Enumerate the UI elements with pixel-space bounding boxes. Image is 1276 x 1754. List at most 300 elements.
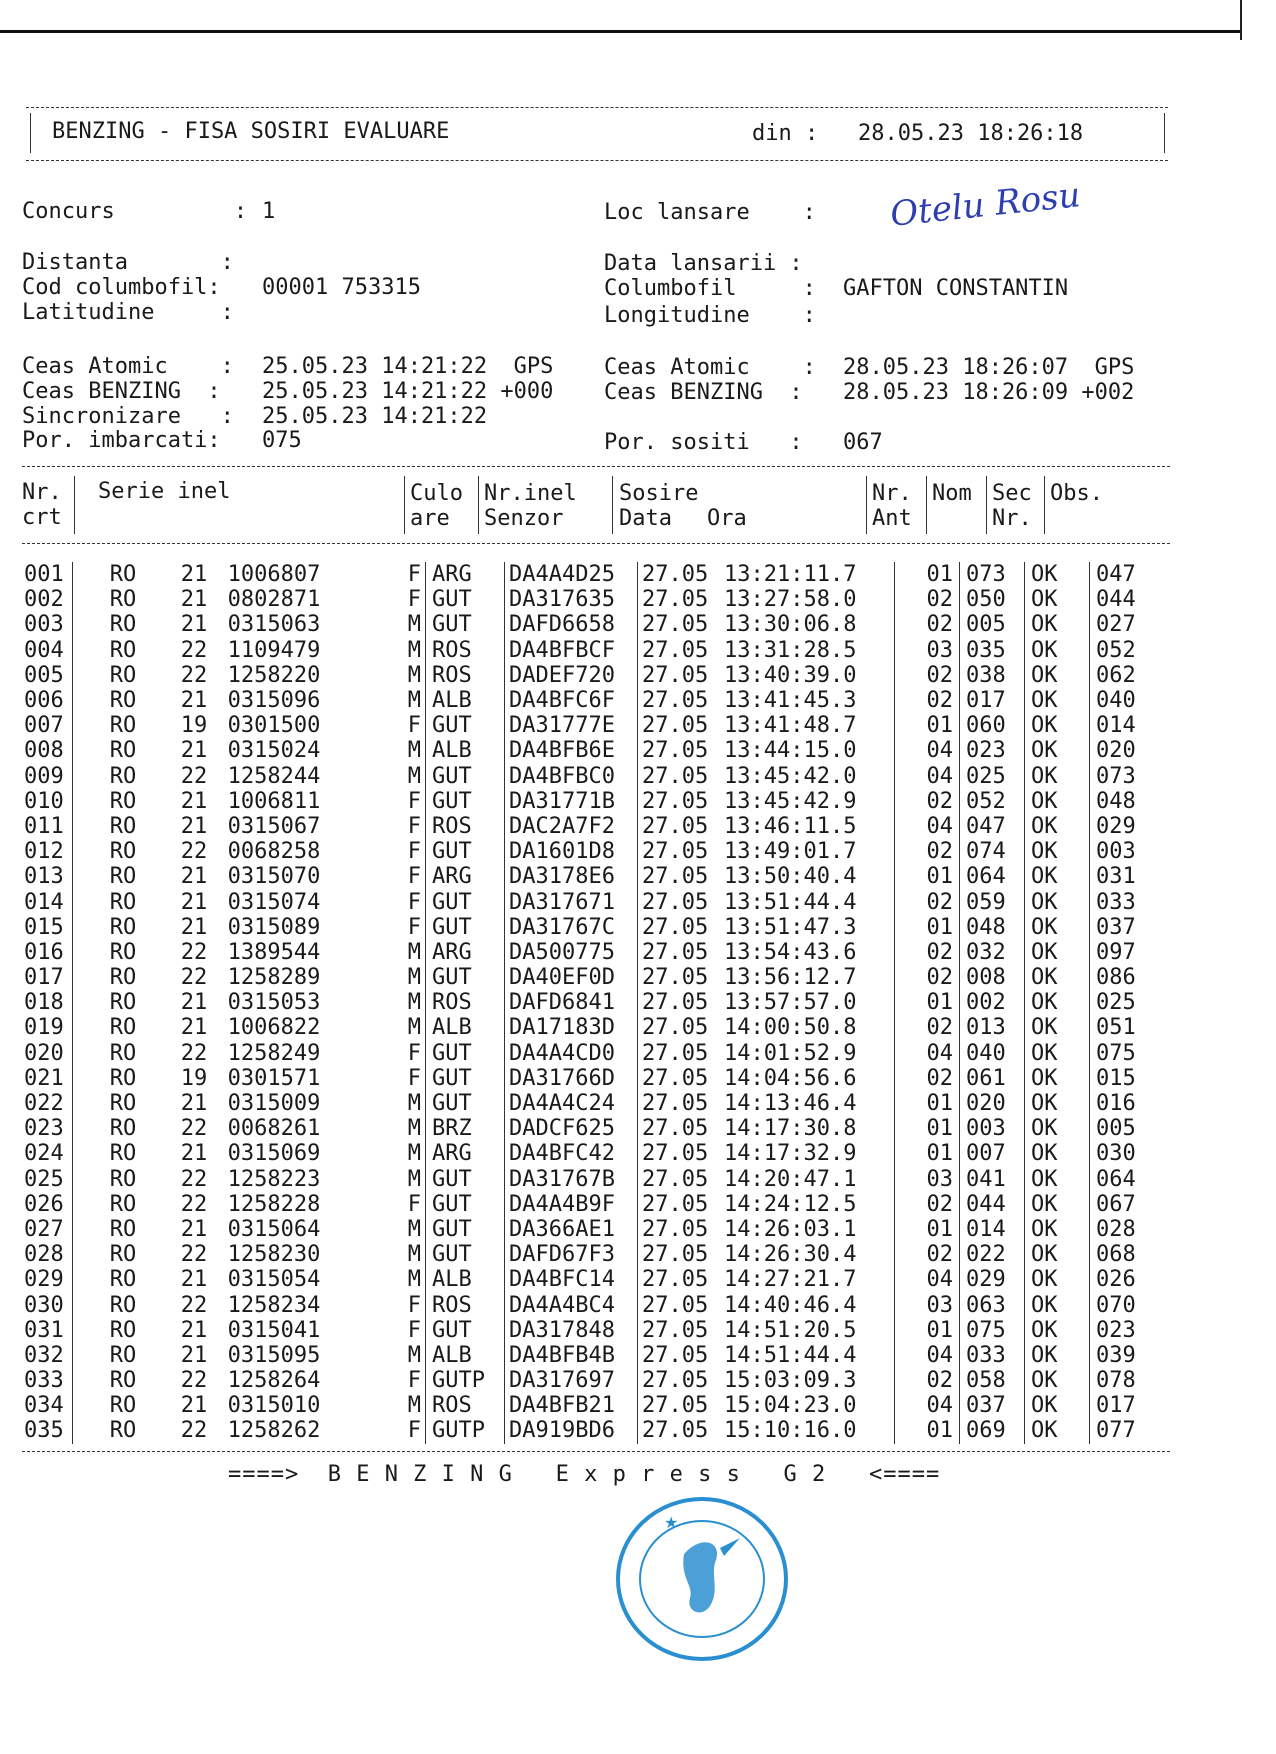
serie-number-cell: 1258249 (227, 1040, 321, 1066)
sex-cell: F (407, 1317, 421, 1343)
serie-country-cell: RO (73, 688, 174, 713)
serie-country-cell: RO (73, 1041, 174, 1066)
sec-status-cell: OK (1025, 1242, 1090, 1267)
serie-number-cell: 0315070 (227, 864, 321, 890)
sensor-ring-cell: DA4A4BC4 (505, 1292, 638, 1317)
sensor-ring-cell: DA4A4D25 (505, 562, 638, 587)
nominal-cell: 033 (960, 1343, 1025, 1368)
serie-year-cell: 21 (180, 562, 208, 588)
concurs-value: 1 (262, 199, 276, 224)
arrival-time-cell: 14:26:03.1 (724, 1216, 857, 1242)
sensor-ring-cell: DA31767C (505, 915, 638, 940)
loc-lansare-handwritten: Otelu Rosu (888, 175, 1083, 235)
serie-year-cell: 22 (180, 1242, 208, 1268)
sex-cell: M (407, 1267, 421, 1293)
serie-number-cell: 0068258 (227, 839, 321, 865)
color-cell: BRZ (426, 1116, 505, 1141)
sec-status-cell: OK (1025, 1167, 1090, 1192)
serie-year-cell: 22 (180, 1116, 208, 1142)
color-cell: ALB (426, 1343, 505, 1368)
sec-status-cell: OK (1025, 688, 1090, 713)
sec-status-cell: OK (1025, 1292, 1090, 1317)
color-cell: ARG (426, 940, 505, 965)
sex-cell: F (407, 914, 421, 940)
serie-country-cell: RO (73, 1292, 174, 1317)
arrival-date-cell: 27.05 (638, 1393, 725, 1418)
col-culo-header: Culo (410, 481, 463, 506)
nominal-cell: 048 (960, 915, 1025, 940)
serie-number-cell: 1258244 (227, 763, 321, 789)
svg-text:★: ★ (664, 1513, 679, 1532)
arrival-time-cell: 13:41:48.7 (724, 713, 857, 739)
sex-cell: M (407, 1242, 421, 1268)
serie-number-cell: 0315063 (227, 612, 321, 638)
sex-cell: M (407, 1216, 421, 1242)
obs-cell: 039 (1090, 1343, 1177, 1368)
antenna-cell: 03 (895, 1167, 960, 1192)
serie-number-cell: 0315054 (227, 1267, 321, 1293)
antenna-cell: 01 (895, 915, 960, 940)
nominal-cell: 025 (960, 764, 1025, 789)
header-box-left (30, 113, 31, 153)
arrival-date-cell: 27.05 (638, 1066, 725, 1091)
serie-country-cell: RO (73, 587, 174, 612)
obs-cell: 025 (1090, 990, 1177, 1015)
table-row (20, 1041, 1176, 1066)
serie-number-cell: 0315067 (227, 813, 321, 839)
serie-year-cell: 22 (180, 1292, 208, 1318)
arrival-time-cell: 13:31:28.5 (724, 637, 857, 663)
obs-cell: 026 (1090, 1267, 1177, 1292)
serie-country-cell: RO (73, 789, 174, 814)
antenna-cell: 04 (895, 1343, 960, 1368)
sec-status-cell: OK (1025, 764, 1090, 789)
antenna-cell: 01 (895, 864, 960, 889)
arrival-time-cell: 14:26:30.4 (724, 1242, 857, 1268)
col-sec-nr-header: Nr. (992, 506, 1032, 531)
serie-number-cell: 1258264 (227, 1368, 321, 1394)
arrival-date-cell: 27.05 (638, 1015, 725, 1040)
nominal-cell: 008 (960, 965, 1025, 990)
cod-columbofil-value: 00001 753315 (262, 275, 421, 300)
sec-status-cell: OK (1025, 1418, 1090, 1443)
obs-cell: 048 (1090, 789, 1177, 814)
sex-cell: M (407, 637, 421, 663)
sensor-ring-cell: DAFD6658 (505, 612, 638, 637)
club-seal-icon (612, 1494, 792, 1664)
nominal-cell: 044 (960, 1192, 1025, 1217)
serie-country-cell: RO (73, 1066, 174, 1091)
date-label: din : (752, 121, 819, 146)
table-row (20, 814, 1176, 839)
obs-cell: 031 (1090, 864, 1177, 889)
table-row (20, 562, 1176, 587)
serie-number-cell: 1258228 (227, 1191, 321, 1217)
serie-country-cell: RO (73, 738, 174, 763)
ceas-atomic-right-label: Ceas Atomic : (604, 355, 816, 380)
serie-year-cell: 21 (180, 1393, 208, 1419)
antenna-cell: 01 (895, 713, 960, 738)
obs-cell: 030 (1090, 1141, 1177, 1166)
nr-crt-cell: 014 (24, 889, 64, 915)
nr-crt-cell: 034 (24, 1393, 64, 1419)
col-sep (74, 476, 75, 534)
nr-crt-cell: 029 (24, 1267, 64, 1293)
obs-cell: 015 (1090, 1066, 1177, 1091)
sex-cell: F (407, 562, 421, 588)
nominal-cell: 035 (960, 638, 1025, 663)
arrival-date-cell: 27.05 (638, 1167, 725, 1192)
arrival-time-cell: 14:01:52.9 (724, 1040, 857, 1066)
table-row (20, 1116, 1176, 1141)
serie-country-cell: RO (73, 1242, 174, 1267)
nr-crt-cell: 028 (24, 1242, 64, 1268)
serie-year-cell: 22 (180, 1418, 208, 1444)
serie-number-cell: 0301500 (227, 713, 321, 739)
distanta-label: Distanta : (22, 250, 234, 275)
serie-number-cell: 0315069 (227, 1141, 321, 1167)
serie-country-cell: RO (73, 1393, 174, 1418)
nr-crt-cell: 016 (24, 939, 64, 965)
serie-country-cell: RO (73, 1141, 174, 1166)
table-header-rule (22, 543, 1170, 544)
sensor-ring-cell: DA40EF0D (505, 965, 638, 990)
table-row (20, 1418, 1176, 1443)
arrival-date-cell: 27.05 (638, 1267, 725, 1292)
col-ora-header: Ora (707, 506, 747, 531)
serie-number-cell: 0315009 (227, 1091, 321, 1117)
sensor-ring-cell: DA317697 (505, 1368, 638, 1393)
sex-cell: M (407, 965, 421, 991)
color-cell: ALB (426, 688, 505, 713)
color-cell: GUT (426, 612, 505, 637)
nr-crt-cell: 026 (24, 1191, 64, 1217)
arrival-date-cell: 27.05 (638, 864, 725, 889)
arrival-time-cell: 13:44:15.0 (724, 738, 857, 764)
arrival-time-cell: 13:45:42.0 (724, 763, 857, 789)
nominal-cell: 040 (960, 1041, 1025, 1066)
table-row (20, 1267, 1176, 1292)
col-nom-header: Nom (932, 481, 972, 506)
serie-country-cell: RO (73, 562, 174, 587)
serie-year-cell: 21 (180, 1216, 208, 1242)
serie-year-cell: 21 (180, 788, 208, 814)
nominal-cell: 064 (960, 864, 1025, 889)
arrival-time-cell: 14:27:21.7 (724, 1267, 857, 1293)
antenna-cell: 01 (895, 1318, 960, 1343)
col-sep (612, 476, 613, 534)
sensor-ring-cell: DADCF625 (505, 1116, 638, 1141)
nr-crt-cell: 018 (24, 990, 64, 1016)
header-box-top (26, 107, 1168, 108)
sec-status-cell: OK (1025, 638, 1090, 663)
ceas-benzing-right-label: Ceas BENZING : (604, 380, 803, 405)
sensor-ring-cell: DA31767B (505, 1167, 638, 1192)
sex-cell: M (407, 688, 421, 714)
ceas-benzing-left-value: 25.05.23 14:21:22 +000 (262, 379, 554, 404)
color-cell: GUTP (426, 1368, 505, 1393)
serie-number-cell: 1258223 (227, 1166, 321, 1192)
ceas-benzing-right-value: 28.05.23 18:26:09 +002 (843, 380, 1135, 405)
nominal-cell: 017 (960, 688, 1025, 713)
nominal-cell: 063 (960, 1292, 1025, 1317)
sex-cell: M (407, 612, 421, 638)
table-row (20, 1368, 1176, 1393)
nr-crt-cell: 024 (24, 1141, 64, 1167)
color-cell: ROS (426, 1292, 505, 1317)
obs-cell: 047 (1090, 562, 1177, 587)
sensor-ring-cell: DA317848 (505, 1318, 638, 1343)
color-cell: GUT (426, 764, 505, 789)
nominal-cell: 032 (960, 940, 1025, 965)
arrival-time-cell: 14:00:50.8 (724, 1015, 857, 1041)
sex-cell: M (407, 1393, 421, 1419)
sensor-ring-cell: DA4BFB6E (505, 738, 638, 763)
sec-status-cell: OK (1025, 587, 1090, 612)
serie-number-cell: 1006811 (227, 788, 321, 814)
antenna-cell: 01 (895, 562, 960, 587)
sec-status-cell: OK (1025, 562, 1090, 587)
nr-crt-cell: 007 (24, 713, 64, 739)
antenna-cell: 02 (895, 889, 960, 914)
obs-cell: 023 (1090, 1318, 1177, 1343)
serie-year-cell: 21 (180, 738, 208, 764)
serie-year-cell: 22 (180, 839, 208, 865)
arrival-date-cell: 27.05 (638, 587, 725, 612)
por-imbarcati-value: 075 (262, 428, 302, 453)
table-row (20, 1242, 1176, 1267)
serie-year-cell: 19 (180, 713, 208, 739)
serie-country-cell: RO (73, 612, 174, 637)
color-cell: GUT (426, 713, 505, 738)
por-imbarcati-label: Por. imbarcati: (22, 428, 221, 453)
serie-year-cell: 21 (180, 1141, 208, 1167)
nominal-cell: 052 (960, 789, 1025, 814)
sex-cell: M (407, 1141, 421, 1167)
arrival-time-cell: 13:40:39.0 (724, 662, 857, 688)
arrival-date-cell: 27.05 (638, 612, 725, 637)
serie-number-cell: 0315053 (227, 990, 321, 1016)
nr-crt-cell: 015 (24, 914, 64, 940)
serie-year-cell: 22 (180, 1191, 208, 1217)
color-cell: GUT (426, 1066, 505, 1091)
serie-number-cell: 1258220 (227, 662, 321, 688)
antenna-cell: 01 (895, 1217, 960, 1242)
serie-year-cell: 22 (180, 939, 208, 965)
arrival-time-cell: 14:40:46.4 (724, 1292, 857, 1318)
table-row (20, 1393, 1176, 1418)
serie-number-cell: 1258262 (227, 1418, 321, 1444)
serie-number-cell: 0315064 (227, 1216, 321, 1242)
sensor-ring-cell: DA4BFC42 (505, 1141, 638, 1166)
nominal-cell: 014 (960, 1217, 1025, 1242)
sec-status-cell: OK (1025, 1091, 1090, 1116)
sensor-ring-cell: DA317635 (505, 587, 638, 612)
serie-number-cell: 1006807 (227, 562, 321, 588)
arrival-date-cell: 27.05 (638, 1418, 725, 1443)
document-title: BENZING - FISA SOSIRI EVALUARE (52, 119, 450, 144)
sec-status-cell: OK (1025, 889, 1090, 914)
serie-year-cell: 21 (180, 1267, 208, 1293)
obs-cell: 016 (1090, 1091, 1177, 1116)
arrival-time-cell: 13:50:40.4 (724, 864, 857, 890)
ceas-atomic-right-value: 28.05.23 18:26:07 GPS (843, 355, 1135, 380)
serie-year-cell: 21 (180, 612, 208, 638)
sec-status-cell: OK (1025, 713, 1090, 738)
serie-number-cell: 0315096 (227, 688, 321, 714)
color-cell: GUT (426, 1318, 505, 1343)
arrival-time-cell: 15:10:16.0 (724, 1418, 857, 1444)
sec-status-cell: OK (1025, 1343, 1090, 1368)
antenna-cell: 02 (895, 688, 960, 713)
color-cell: GUT (426, 889, 505, 914)
sincronizare-label: Sincronizare : (22, 404, 234, 429)
nr-crt-cell: 020 (24, 1040, 64, 1066)
color-cell: ROS (426, 1393, 505, 1418)
serie-country-cell: RO (73, 940, 174, 965)
antenna-cell: 02 (895, 789, 960, 814)
antenna-cell: 02 (895, 663, 960, 688)
header-box-right (1164, 113, 1165, 153)
nominal-cell: 069 (960, 1418, 1025, 1443)
serie-country-cell: RO (73, 889, 174, 914)
serie-country-cell: RO (73, 990, 174, 1015)
nr-crt-cell: 019 (24, 1015, 64, 1041)
arrival-date-cell: 27.05 (638, 990, 725, 1015)
color-cell: GUT (426, 1041, 505, 1066)
sensor-ring-cell: DA317671 (505, 889, 638, 914)
sec-status-cell: OK (1025, 814, 1090, 839)
nr-crt-cell: 006 (24, 688, 64, 714)
table-row (20, 915, 1176, 940)
antenna-cell: 02 (895, 1015, 960, 1040)
serie-number-cell: 0068261 (227, 1116, 321, 1142)
table-bottom-rule (22, 1451, 1170, 1452)
serie-year-cell: 21 (180, 1015, 208, 1041)
sec-status-cell: OK (1025, 1192, 1090, 1217)
nr-crt-cell: 009 (24, 763, 64, 789)
nominal-cell: 073 (960, 562, 1025, 587)
arrival-date-cell: 27.05 (638, 889, 725, 914)
sec-status-cell: OK (1025, 1393, 1090, 1418)
serie-country-cell: RO (73, 965, 174, 990)
arrival-time-cell: 13:30:06.8 (724, 612, 857, 638)
sex-cell: M (407, 1116, 421, 1142)
nr-crt-cell: 025 (24, 1166, 64, 1192)
arrival-date-cell: 27.05 (638, 965, 725, 990)
sensor-ring-cell: DA4BFBCF (505, 638, 638, 663)
arrival-date-cell: 27.05 (638, 940, 725, 965)
nr-crt-cell: 004 (24, 637, 64, 663)
sensor-ring-cell: DA4BFBC0 (505, 764, 638, 789)
antenna-cell: 02 (895, 965, 960, 990)
antenna-cell: 04 (895, 738, 960, 763)
serie-country-cell: RO (73, 663, 174, 688)
sec-status-cell: OK (1025, 738, 1090, 763)
serie-number-cell: 1258289 (227, 965, 321, 991)
obs-cell: 033 (1090, 889, 1177, 914)
arrival-time-cell: 14:17:30.8 (724, 1116, 857, 1142)
obs-cell: 020 (1090, 738, 1177, 763)
nominal-cell: 075 (960, 1318, 1025, 1343)
serie-year-cell: 21 (180, 1317, 208, 1343)
latitudine-label: Latitudine : (22, 300, 234, 325)
serie-year-cell: 21 (180, 889, 208, 915)
arrival-date-cell: 27.05 (638, 1041, 725, 1066)
antenna-cell: 04 (895, 814, 960, 839)
nr-crt-cell: 008 (24, 738, 64, 764)
obs-cell: 014 (1090, 713, 1177, 738)
antenna-cell: 01 (895, 1091, 960, 1116)
table-row (20, 688, 1176, 713)
arrival-time-cell: 13:49:01.7 (724, 839, 857, 865)
sex-cell: M (407, 1015, 421, 1041)
obs-cell: 075 (1090, 1041, 1177, 1066)
sex-cell: F (407, 1292, 421, 1318)
sex-cell: M (407, 1342, 421, 1368)
serie-year-cell: 21 (180, 990, 208, 1016)
serie-number-cell: 1389544 (227, 939, 321, 965)
col-nr-ant-header: Nr. (872, 481, 912, 506)
arrival-time-cell: 13:54:43.6 (724, 939, 857, 965)
serie-year-cell: 21 (180, 813, 208, 839)
arrival-time-cell: 13:45:42.9 (724, 788, 857, 814)
obs-cell: 086 (1090, 965, 1177, 990)
arrival-time-cell: 14:51:20.5 (724, 1317, 857, 1343)
antenna-cell: 02 (895, 612, 960, 637)
table-row (20, 1318, 1176, 1343)
antenna-cell: 02 (895, 1066, 960, 1091)
table-row (20, 1343, 1176, 1368)
serie-country-cell: RO (73, 1217, 174, 1242)
serie-year-cell: 19 (180, 1065, 208, 1091)
arrival-date-cell: 27.05 (638, 814, 725, 839)
nr-crt-cell: 002 (24, 587, 64, 613)
sensor-ring-cell: DA4A4C24 (505, 1091, 638, 1116)
obs-cell: 037 (1090, 915, 1177, 940)
arrival-date-cell: 27.05 (638, 915, 725, 940)
color-cell: GUT (426, 1091, 505, 1116)
serie-year-cell: 21 (180, 587, 208, 613)
table-row (20, 612, 1176, 637)
table-row (20, 1192, 1176, 1217)
sensor-ring-cell: DA500775 (505, 940, 638, 965)
color-cell: ARG (426, 1141, 505, 1166)
antenna-cell: 03 (895, 1292, 960, 1317)
sec-status-cell: OK (1025, 789, 1090, 814)
serie-country-cell: RO (73, 764, 174, 789)
sensor-ring-cell: DAFD6841 (505, 990, 638, 1015)
arrival-time-cell: 14:51:44.4 (724, 1342, 857, 1368)
sex-cell: F (407, 587, 421, 613)
nr-crt-cell: 005 (24, 662, 64, 688)
color-cell: GUT (426, 1242, 505, 1267)
nominal-cell: 047 (960, 814, 1025, 839)
serie-year-cell: 21 (180, 864, 208, 890)
sex-cell: F (407, 1368, 421, 1394)
arrival-date-cell: 27.05 (638, 764, 725, 789)
serie-country-cell: RO (73, 1015, 174, 1040)
arrival-date-cell: 27.05 (638, 1318, 725, 1343)
obs-cell: 064 (1090, 1167, 1177, 1192)
sensor-ring-cell: DA31777E (505, 713, 638, 738)
nominal-cell: 023 (960, 738, 1025, 763)
arrival-time-cell: 13:51:44.4 (724, 889, 857, 915)
nominal-cell: 060 (960, 713, 1025, 738)
por-sositi-value: 067 (843, 430, 883, 455)
serie-country-cell: RO (73, 1267, 174, 1292)
arrival-time-cell: 13:27:58.0 (724, 587, 857, 613)
